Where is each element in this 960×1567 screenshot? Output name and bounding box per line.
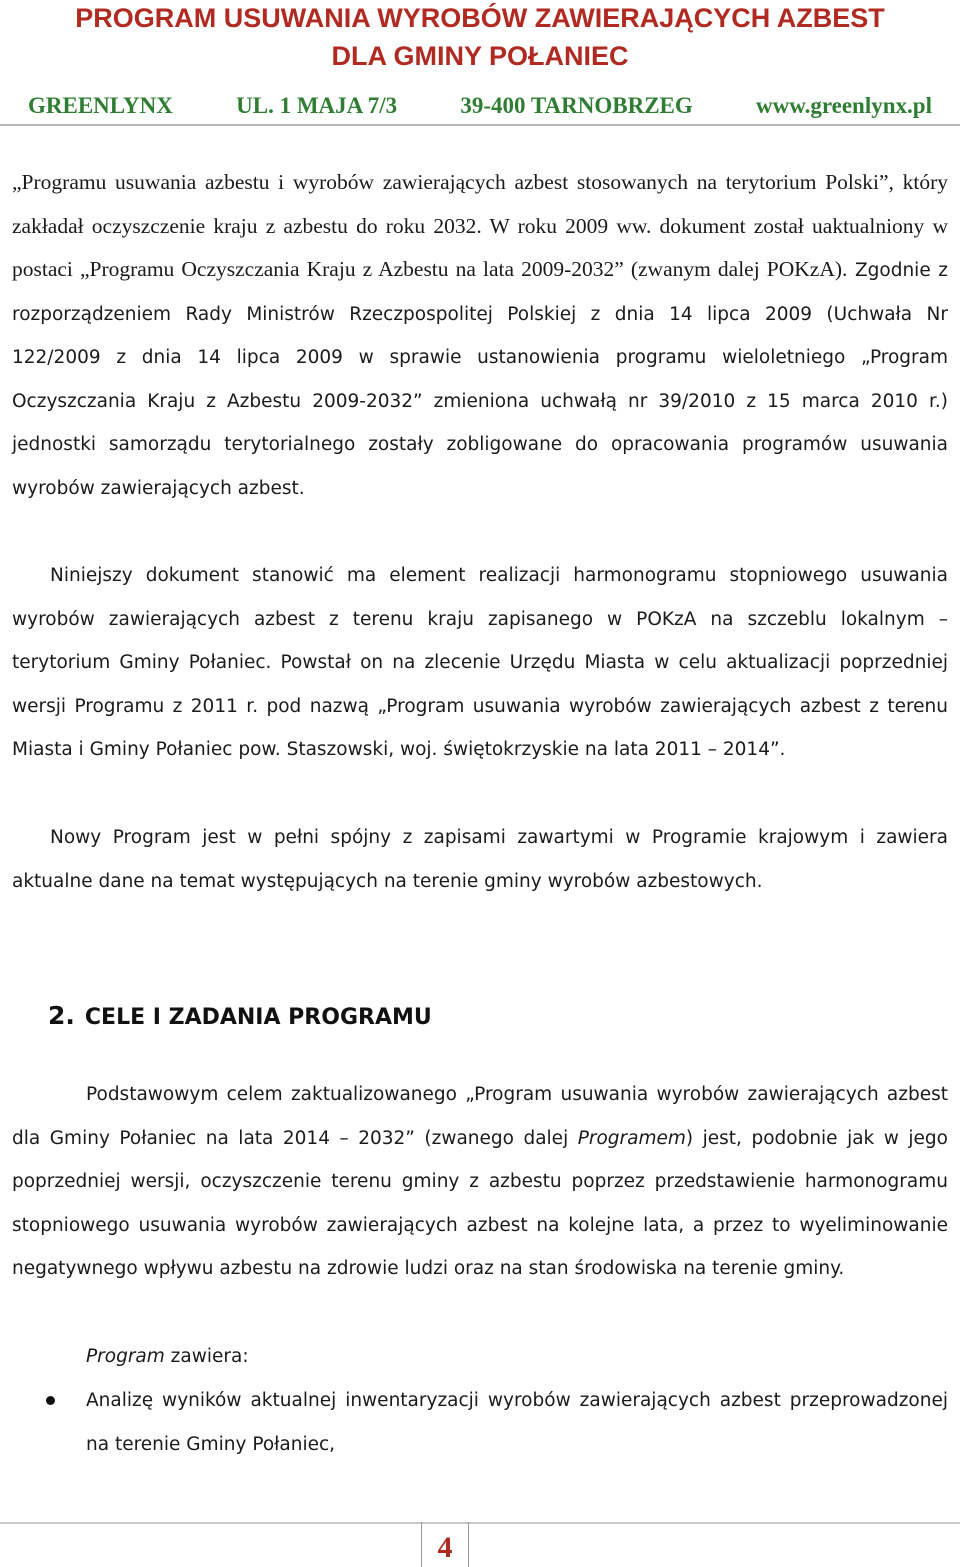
page-number: 4 [437, 1531, 453, 1564]
program-intro-rest: zawiera: [164, 1346, 249, 1367]
body-paragraph-2: Niniejszy dokument stanowić ma element realizacji harmonogramu stopniowego usuwania wyrobów zawierających azbest z terenu kraju zapisanego w POKzA na szczeblu lokalnym – terytorium Gminy Połaniec. Powstał on na zlecenie Urzędu Miasta w celu aktualizacji poprzedniej wersji Programu z 2011 r. pod nazwą „Program usuwania wyrobów zawierających azbest z terenu Miasta i Gminy Połaniec pow. Staszowski, woj. świętokrzyskie na lata 2011 – 2014”. [12, 565, 948, 761]
section-paragraph-1 [12, 1073, 948, 1291]
list-item-text: Analizę wyników aktualnej inwentaryzacji wyrobów zawierających azbest przeprowadzonej na terenie Gminy Połaniec, [86, 1390, 948, 1455]
header-divider [0, 124, 960, 126]
section-heading [48, 994, 432, 1041]
body-paragraph-1 [12, 161, 948, 511]
body-paragraph-1-sans: Zgodnie z rozporządzeniem Rady Ministrów Rzeczpospolitej Polskiej z dnia 14 lipca 2009 (Uchwała Nr 122/2009 z dnia 14 lipca 2009 w sprawie ustanowienia programu wieloletniego „Program Oczyszczania Kraju z Azbestu 2009-2032” zmieniona uchwałą nr 39/2010 z 15 marca 2010 r.) jednostki samorządu terytorialnego zostały zobligowane do opracowania programów usuwania wyrobów zawierających azbest. [12, 260, 948, 499]
program-intro [12, 1335, 948, 1379]
list-item [86, 1379, 948, 1466]
header-street: UL. 1 MAJA 7/3 [236, 93, 398, 118]
header-title-line2: DLA GMINY POŁANIEC [331, 41, 629, 71]
bullet-list [0, 1379, 960, 1466]
body-paragraph-1-serif: „Programu usuwania azbestu i wyrobów zawierających azbest stosowanych na terytorium Polski”, który zakładał oczyszczenie kraju z azbestu do roku 2032. W roku 2009 ww. dokument został uaktualniony w postaci „Programu Oczyszczania Kraju z Azbestu na lata 2009-2032” (zwanym dalej POKzA). [12, 170, 948, 281]
section-title: CELE I ZADANIA PROGRAMU [84, 1005, 432, 1030]
footer-divider [0, 1522, 960, 1524]
section-number: 2. [48, 1001, 75, 1030]
header-title-line1: PROGRAM USUWANIA WYROBÓW ZAWIERAJĄCYCH AZBEST [75, 3, 885, 33]
program-intro-em: Program [86, 1346, 165, 1367]
section-paragraph-1-em: Programem [577, 1127, 686, 1149]
body-paragraph-3: Nowy Program jest w pełni spójny z zapisami zawartymi w Programie krajowym i zawiera aktualne dane na temat występujących na terenie gminy wyrobów azbestowych. [12, 827, 948, 892]
section-paragraph-1-b: ) jest, podobnie jak w jego poprzedniej wersji, oczyszczenie terenu gminy z azbestu poprzez przedstawienie harmonogramu stopniowego usuwania wyrobów zawierających azbest na kolejne lata, a przez to wyeliminowanie negatywnego wpływu azbestu na zdrowie ludzi oraz na stan środowiska na terenie gminy. [12, 1127, 948, 1280]
header-city: 39-400 TARNOBRZEG [460, 93, 693, 118]
header-company: GREENLYNX [28, 93, 173, 118]
header-website[interactable]: www.greenlynx.pl [756, 93, 932, 118]
section-paragraph-1-a: Podstawowym celem zaktualizowanego „Program usuwania wyrobów zawierających azbest dla Gminy Połaniec na lata 2014 – 2032” (zwanego dalej [12, 1084, 948, 1149]
bullet-icon [46, 1396, 55, 1405]
header-contact [28, 92, 932, 120]
